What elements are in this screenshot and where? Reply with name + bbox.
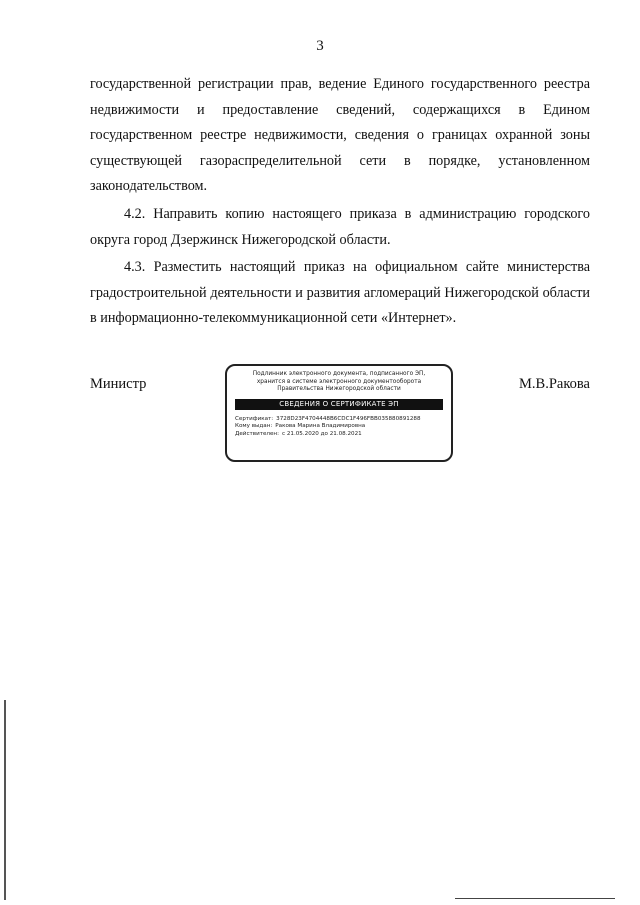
footer-rule bbox=[455, 898, 615, 899]
paragraph-4-2: 4.2. Направить копию настоящего приказа в администрацию городского округа город Дзержинск Нижегородской области. bbox=[90, 205, 590, 248]
certificate-label: Сертификат: bbox=[235, 415, 274, 422]
stamp-header-line: хранится в системе электронного документооборота bbox=[256, 378, 422, 385]
electronic-signature-stamp bbox=[225, 364, 453, 462]
document-body bbox=[90, 72, 590, 332]
page-number: 3 bbox=[316, 38, 324, 54]
issued-to-value: Ракова Марина Владимировна bbox=[275, 423, 366, 430]
issued-to-row bbox=[235, 423, 451, 431]
validity-label: Действителен: bbox=[235, 430, 279, 437]
paragraph-continuation: государственной регистрации прав, ведение Единого государственного реестра недвижимости и предоставление сведений, содержащихся в Едином государственном реестре недвижимости, сведения о границах охранной зоны существующей газораспределительной сети в порядке, установленном законодательством. bbox=[90, 76, 590, 195]
scan-margin-line bbox=[4, 700, 6, 900]
issued-to-label: Кому выдан: bbox=[235, 423, 273, 430]
signatory-name: М.В.Ракова bbox=[519, 376, 590, 392]
certificate-value: 3728D23F4704448B6CDC1F496FBB035880891288 bbox=[276, 415, 421, 422]
stamp-header-line: Подлинник электронного документа, подписанного ЭП, bbox=[252, 371, 426, 377]
stamp-details bbox=[235, 416, 451, 439]
stamp-header-line: Правительства Нижегородской области bbox=[277, 386, 401, 393]
validity-value: с 21.05.2020 до 21.08.2021 bbox=[281, 430, 362, 437]
paragraph-4-3: 4.3. Разместить настоящий приказ на официальном сайте министерства градостроительной деятельности и развития агломераций Нижегородской области в информационно-телекоммуникационной сети «Интернет». bbox=[90, 259, 590, 327]
stamp-header bbox=[227, 371, 451, 394]
validity-row bbox=[235, 431, 451, 439]
signatory-title: Министр bbox=[90, 376, 147, 392]
certificate-row bbox=[235, 416, 451, 424]
stamp-certificate-bar: СВЕДЕНИЯ О СЕРТИФИКАТЕ ЭП bbox=[235, 399, 443, 410]
